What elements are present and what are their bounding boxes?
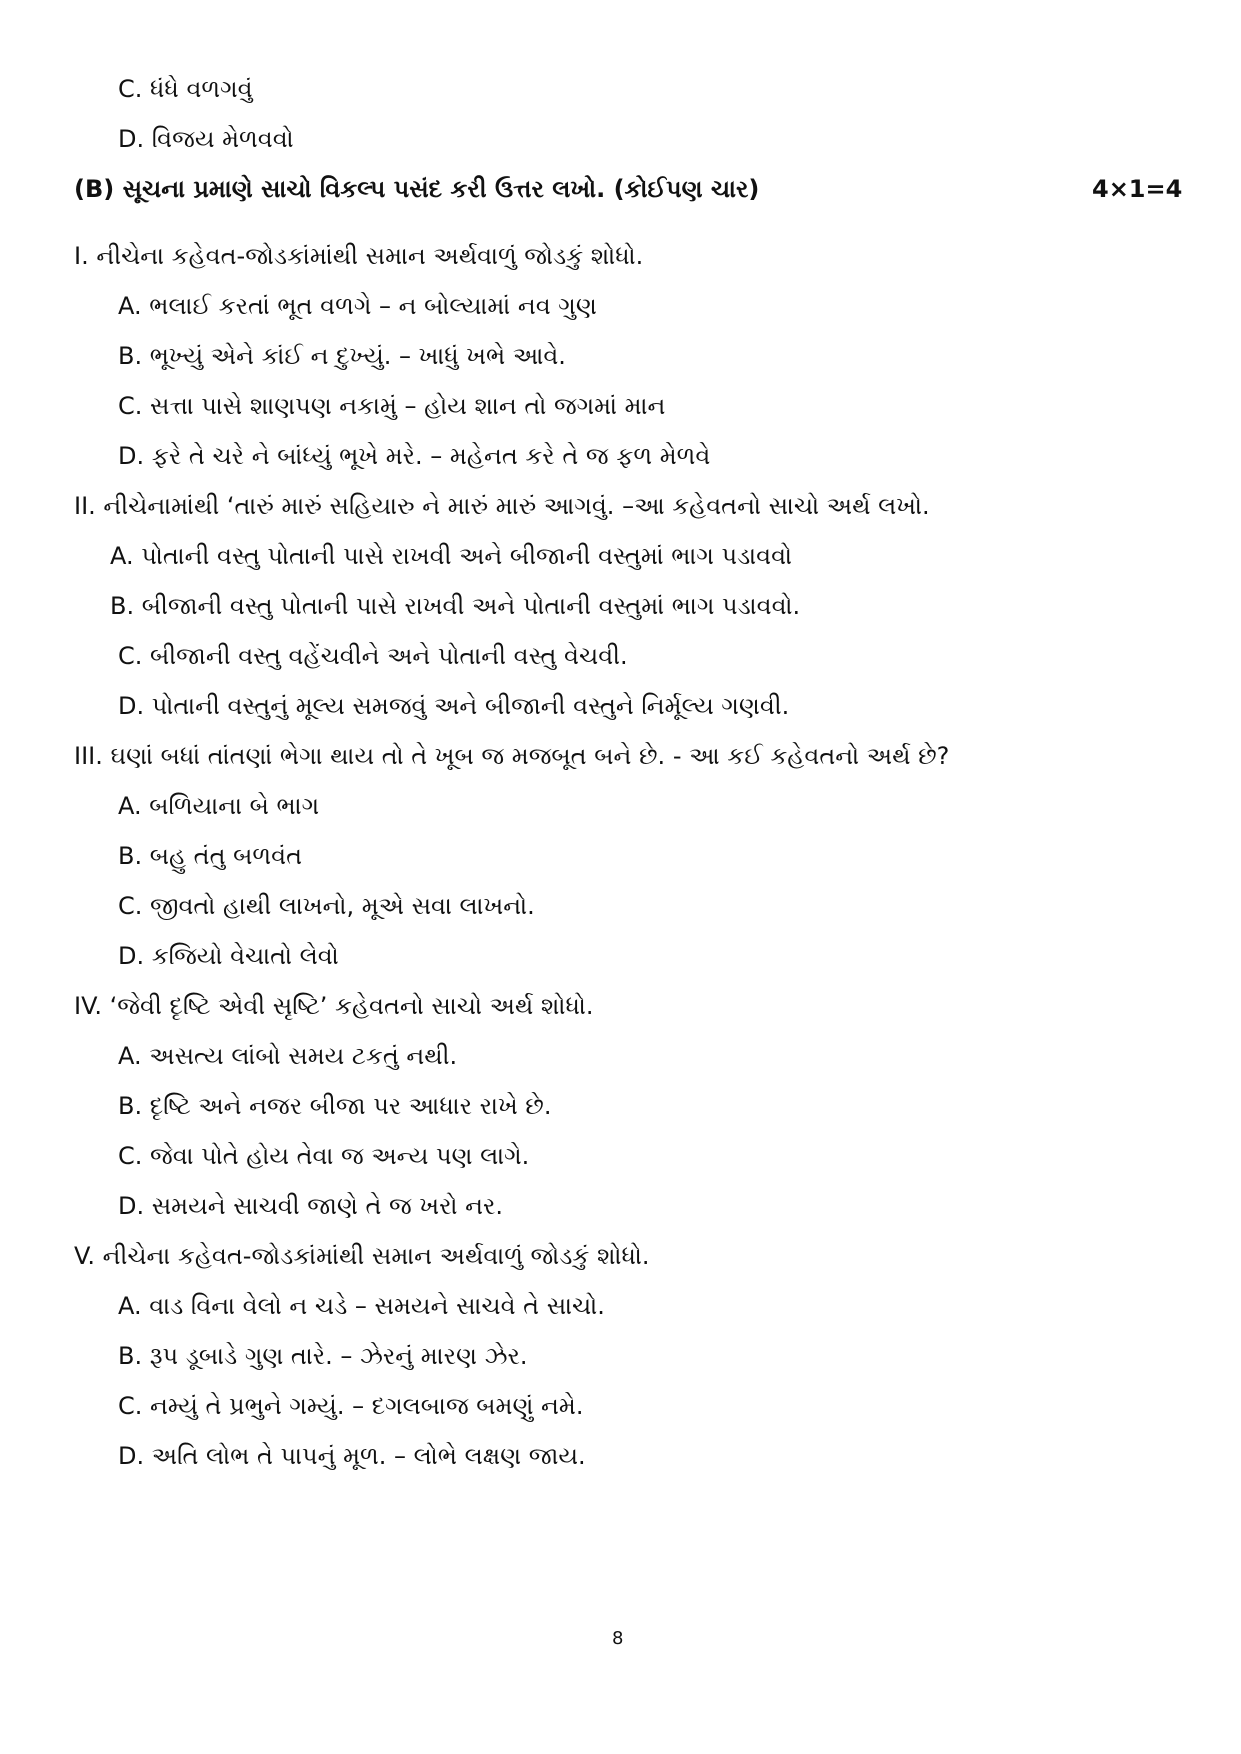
section-marks: 4×1=4 [1092, 175, 1183, 203]
page-number: 8 [612, 1628, 624, 1649]
question-2-option-d: D. પોતાની વસ્તુનું મૂલ્ય સમજવું અને બીજાની વસ્તુને નિર્મૂલ્ય ગણવી. [118, 692, 790, 720]
section-heading: (B) સૂચના પ્રમાણે સાચો વિકલ્પ પસંદ કરી ઉત્તર લખો. (કોઈપણ ચાર) [74, 175, 760, 203]
question-4-option-d: D. સમયને સાચવી જાણે તે જ ખરો નર. [118, 1192, 504, 1220]
question-4-option-b: B. દૃષ્ટિ અને નજર બીજા પર આધાર રાખે છે. [118, 1092, 552, 1120]
question-5-option-d: D. અતિ લોભ તે પાપનું મૂળ. – લોભે લક્ષણ જાય. [118, 1442, 586, 1470]
question-5-option-c: C. નમ્યું તે પ્રભુને ગમ્યું. – દગલબાજ બમણું નમે. [118, 1392, 584, 1420]
question-4: IV. ‘જેવી દૃષ્ટિ એવી સૃષ્ટિ’ કહેવતનો સાચો અર્થ શોધો. [74, 992, 594, 1020]
question-3-option-d: D. કજિયો વેચાતો લેવો [118, 942, 339, 970]
question-2: II. નીચેનામાંથી ‘તારું મારું સહિયારુ ને મારું મારું આગવું. –આ કહેવતનો સાચો અર્થ લખો. [74, 492, 930, 520]
question-5-option-a: A. વાડ વિના વેલો ન ચડે – સમયને સાચવે તે સાચો. [118, 1292, 605, 1320]
question-4-option-c: C. જેવા પોતે હોય તેવા જ અન્ય પણ લાગે. [118, 1142, 530, 1170]
question-2-option-b: B. બીજાની વસ્તુ પોતાની પાસે રાખવી અને પોતાની વસ્તુમાં ભાગ પડાવવો. [110, 592, 801, 620]
question-5-option-b: B. રૂપ ડૂબાડે ગુણ તારે. – ઝેરનું મારણ ઝેર. [118, 1342, 528, 1370]
question-1: I. નીચેના કહેવત-જોડકાંમાંથી સમાન અર્થવાળું જોડકું શોધો. [74, 242, 644, 270]
question-1-option-a: A. ભલાઈ કરતાં ભૂત વળગે – ન બોલ્યામાં નવ ગુણ [118, 292, 597, 320]
question-1-option-c: C. સત્તા પાસે શાણપણ નકામું – હોય શાન તો જગમાં માન [118, 392, 666, 420]
question-4-option-a: A. અસત્ય લાંબો સમય ટકતું નથી. [118, 1042, 458, 1070]
question-3-option-a: A. બળિયાના બે ભાગ [118, 792, 320, 820]
question-5: V. નીચેના કહેવત-જોડકાંમાંથી સમાન અર્થવાળું જોડકું શોધો. [74, 1242, 650, 1270]
question-2-option-a: A. પોતાની વસ્તુ પોતાની પાસે રાખવી અને બીજાની વસ્તુમાં ભાગ પડાવવો [110, 542, 793, 570]
question-3-option-c: C. જીવતો હાથી લાખનો, મૂએ સવા લાખનો. [118, 892, 535, 920]
question-2-option-c: C. બીજાની વસ્તુ વહેંચવીને અને પોતાની વસ્તુ વેચવી. [118, 642, 628, 670]
question-3-option-b: B. બહુ તંતુ બળવંત [118, 842, 302, 870]
question-1-option-b: B. ભૂખ્યું એને કાંઈ ન દુખ્યું. – ખાધું ખભે આવે. [118, 342, 566, 370]
prev-option-c: C. ધંધે વળગવું [118, 75, 253, 103]
question-3: III. ઘણાં બધાં તાંતણાં ભેગા થાય તો તે ખૂબ જ મજબૂત બને છે. - આ કઈ કહેવતનો અર્થ છે? [74, 742, 950, 770]
prev-option-d: D. વિજય મેળવવો [118, 125, 294, 153]
question-1-option-d: D. ફરે તે ચરે ને બાંધ્યું ભૂખે મરે. – મહેનત કરે તે જ ફળ મેળવે [118, 442, 711, 470]
